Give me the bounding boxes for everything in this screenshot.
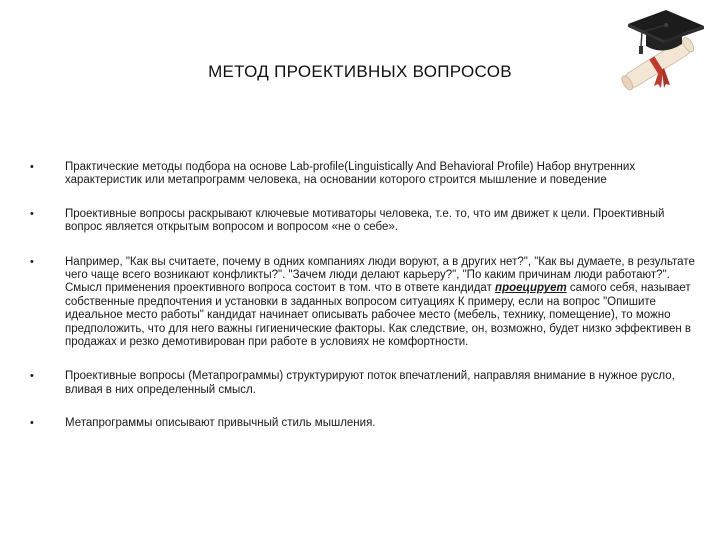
bullet-item (29, 417, 697, 430)
bullet-item (29, 370, 697, 397)
bullet-dot-icon: • (30, 255, 34, 268)
bullet-text: Метапрограммы описывают привычный стиль мышления. (65, 417, 376, 430)
bullet-text: самого себя, называет собственные предпочтения и установки в заданных вопросом ситуациях К примеру, если на вопрос "Опишите идеальное место работы" кандидат начинает описывать рабочее место (мебель, технику, помещение), то можно предположить, что для него важны гигиенические факторы. Как следствие, он, возможно, будет низко эффективен в продажах и резко демотивирован при работе в условиях не комфортности. (65, 282, 692, 349)
bullet-dot-icon: • (30, 417, 34, 430)
bullet-dot-icon: • (30, 161, 34, 173)
bullet-text: Практические методы подбора на основе Lab-profile(Linguistically And Behavioral Profile) Набор внутренних характеристик или метапрограмм человека, на основании которого строится мышление и поведение (65, 161, 636, 187)
bullet-text: Проективные вопросы (Метапрограммы) структурируют поток впечатлений, направляя внимание в нужное русло, вливая в них определенный смысл. (65, 370, 675, 396)
bullet-item (29, 208, 697, 235)
graduation-cap-diploma-icon (608, 6, 708, 92)
bullet-list (29, 161, 697, 449)
bullet-dot-icon: • (30, 370, 34, 383)
bullet-item (29, 256, 697, 350)
slide-title: МЕТОД ПРОЕКТИВНЫХ ВОПРОСОВ (208, 62, 512, 81)
emphasized-word: проецирует (495, 282, 567, 295)
bullet-text: Проективные вопросы раскрывают ключевые мотиваторы человека, т.е. то, что им движет к цели. Проективный вопрос является открытым вопросом и вопросом «не о себе». (65, 207, 665, 234)
bullet-text: Например, "Как вы считаете, почему в одних компаниях люди воруют, а в других нет?", "Как вы думаете, в результате чего чаще всего возникают конфликты?". "Зачем люди делают карьеру?", "По каким причинам люди работают?". Смысл применения проективного вопроса состоит в том. что в ответе кандидат (65, 255, 695, 295)
bullet-item (29, 161, 697, 188)
bullet-dot-icon: • (30, 207, 34, 220)
